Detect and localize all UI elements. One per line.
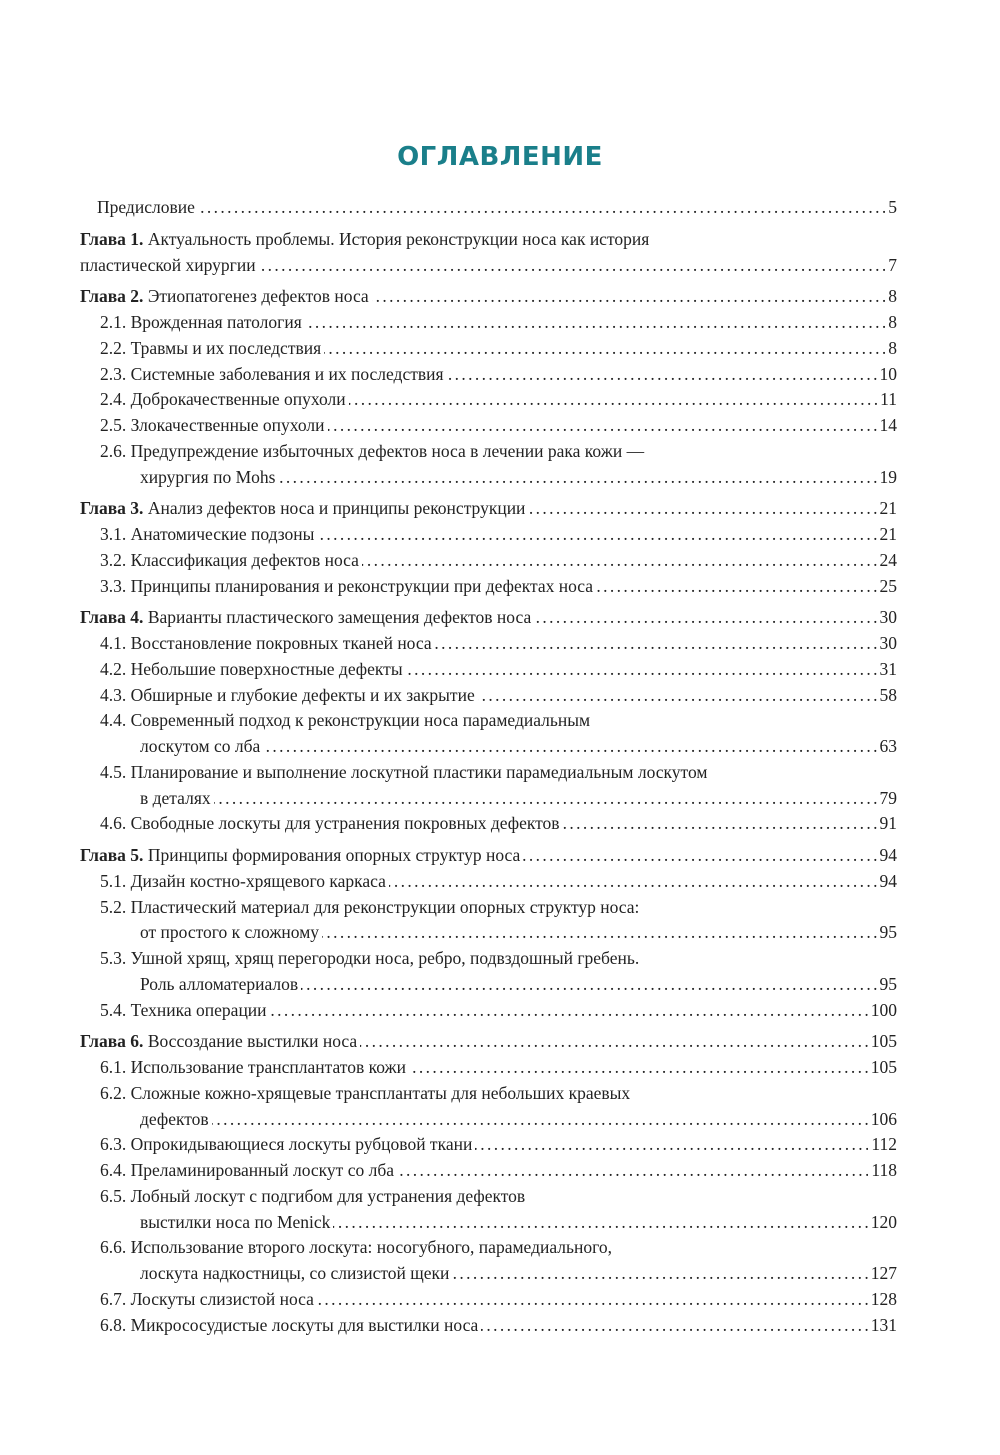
page-number: 58 [879,684,897,705]
toc-line [80,811,897,837]
entry-title [100,683,475,709]
entry-title-text: 4.6. Свободные лоскуты для устранения покровных дефектов [100,813,560,834]
entry-title-text: выстилки носа по Menick [140,1211,331,1232]
entry-title [100,895,639,921]
toc-entry[interactable] [80,1313,897,1339]
dot-leader [478,683,877,709]
toc-line [80,1313,897,1339]
toc-entry[interactable] [80,284,897,310]
dot-leader [372,284,886,310]
dot-leader [349,387,878,413]
dot-leader [333,1210,867,1236]
page-number: 95 [879,973,897,994]
page-number: 11 [880,389,897,410]
entry-title-text: Этиопатогенез дефектов носа [147,286,369,307]
toc-entry[interactable] [80,1081,897,1133]
toc-line [80,310,897,336]
dot-leader [360,1029,868,1055]
entry-title-text: 3.1. Анатомические подзоны [100,524,315,544]
dot-leader [305,310,886,336]
chapter-label: Глава 1. [80,228,144,249]
toc-line [80,1184,897,1210]
entry-title [100,708,590,734]
page-number: 128 [870,1288,897,1309]
entry-title [100,811,560,837]
toc-entry[interactable] [80,1184,897,1236]
toc-line [80,972,897,998]
toc-entry[interactable] [80,574,897,600]
toc-line [80,548,897,574]
chapter-label: Глава 2. [80,286,144,307]
page-number: 105 [870,1057,897,1077]
toc-entry[interactable] [80,1158,897,1184]
entry-title-text: 4.1. Восстановление покровных тканей носа [100,633,432,653]
toc-line [80,1210,897,1236]
dot-leader [328,413,877,439]
entry-title-text: Воссоздание выстилки носа [147,1031,358,1052]
entry-title-text: 6.1. Использование трансплантатов кожи [100,1057,406,1077]
entry-title-text: 6.4. Преламинированный лоскут со лба [100,1160,394,1180]
page-number: 7 [888,254,897,275]
toc-line [80,843,897,869]
entry-title [100,1081,630,1107]
entry-title-text: 2.5. Злокачественные опухоли [100,415,325,435]
toc-entry[interactable] [80,439,897,491]
toc-entry[interactable] [80,548,897,574]
entry-title [140,972,298,998]
toc-line [80,1287,897,1313]
entry-title-text: 2.2. Травмы и их последствия [100,337,322,358]
entry-title [100,1158,394,1184]
toc-entry[interactable] [80,195,897,221]
entry-title [100,1313,478,1339]
entry-title-text: 6.2. Сложные кожно-хрящевые трансплантаты для небольших краевых [100,1082,631,1103]
dot-leader [317,1287,868,1313]
entry-title-text: 6.3. Опрокидывающиеся лоскуты рубцовой ткани [100,1134,473,1155]
toc-line [80,1261,897,1287]
page-number: 100 [870,999,897,1020]
dot-leader [596,574,876,600]
entry-title [100,439,644,465]
toc-entry[interactable] [80,1287,897,1313]
toc-group [80,496,897,599]
entry-title [80,227,649,253]
entry-title-text: Роль алломатериалов [140,973,299,994]
entry-title [140,1210,330,1236]
entry-title [100,362,444,388]
toc-line [80,786,897,812]
toc-entry[interactable] [80,1132,897,1158]
entry-title [100,760,707,786]
toc-line [80,1158,897,1184]
toc-line [80,284,897,310]
toc-entry[interactable] [80,310,897,336]
toc-line [80,946,897,972]
toc-line [80,734,897,760]
page-number: 8 [888,337,897,358]
entry-title [100,631,432,657]
toc-line [80,413,897,439]
toc-line [80,1107,897,1133]
toc-group [80,284,897,490]
entry-title [100,310,302,336]
dot-leader [389,869,877,895]
chapter-label: Глава 3. [80,498,144,519]
toc-line [80,1055,897,1081]
page-number: 120 [870,1211,897,1232]
toc-line [80,998,897,1024]
dot-leader [481,1313,867,1339]
page-number: 25 [879,575,897,596]
dot-leader [528,496,876,522]
dot-leader [452,1261,867,1287]
entry-title-text: 6.5. Лобный лоскут с подгибом для устранения дефектов [100,1185,526,1206]
toc-line [80,336,897,362]
page-number: 131 [870,1314,897,1335]
dot-leader [563,811,877,837]
toc-entry[interactable] [80,869,897,895]
entry-title-text: лоскутом со лба [140,736,261,756]
toc-entry[interactable] [80,760,897,812]
dot-leader [278,465,876,491]
dot-leader [362,548,877,574]
toc-entry[interactable] [80,387,897,413]
toc-line [80,362,897,388]
dot-leader [322,920,876,946]
page-title: ОГЛАВЛЕНИЕ [397,142,603,172]
toc-entry[interactable] [80,1235,897,1287]
dot-leader [324,336,885,362]
page-number: 8 [888,286,897,307]
entry-title [140,920,319,946]
dot-leader [214,786,877,812]
toc-entry[interactable] [80,413,897,439]
entry-title-text: 5.1. Дизайн костно-хрящевого каркаса [100,870,386,891]
toc-line [80,387,897,413]
toc-group [80,1029,897,1338]
toc-line [80,869,897,895]
toc-line [80,227,897,253]
toc-entry[interactable] [80,522,897,548]
toc-line [80,195,897,221]
page-number: 63 [879,736,897,756]
entry-title-text: 5.2. Пластический материал для реконструкции опорных структур носа: [100,896,640,917]
entry-title [100,574,593,600]
toc-entry[interactable] [80,708,897,760]
entry-title [140,465,275,491]
chapter-label: Глава 6. [80,1031,144,1052]
entry-title-text: хирургия по Mohs [140,466,276,487]
page-number: 30 [879,607,897,628]
entry-title-text: 6.6. Использование второго лоскута: носогубного, парамедиального, [100,1237,612,1258]
toc-line [80,574,897,600]
dot-leader [212,1107,868,1133]
toc-entry[interactable] [80,227,897,279]
entry-title [100,657,403,683]
dot-leader [406,657,877,683]
toc-line [80,465,897,491]
entry-title-text: 5.3. Ушной хрящ, хрящ перегородки носа, ребро, подвздошный гребень. [100,948,640,968]
entry-title-text: 2.6. Предупреждение избыточных дефектов носа в лечении рака кожи — [100,440,645,461]
toc-entry[interactable] [80,683,897,709]
toc-line [80,657,897,683]
page-number: 30 [879,633,897,653]
toc-line [80,522,897,548]
entry-title-text: 4.3. Обширные и глубокие дефекты и их закрытие [100,684,475,705]
entry-title-text: дефектов [140,1108,209,1129]
dot-leader [435,631,877,657]
entry-title [100,1132,472,1158]
entry-title [100,522,314,548]
page-number: 21 [879,498,897,519]
entry-title [140,786,211,812]
toc-entry[interactable] [80,1029,897,1055]
dot-leader [397,1158,868,1184]
chapter-label: Глава 5. [80,845,144,865]
page-number: 91 [879,813,897,834]
entry-title [80,496,525,522]
toc-line [80,1132,897,1158]
entry-title-text: 2.1. Врожденная патология [100,312,302,332]
dot-leader [259,253,886,279]
toc-entry[interactable] [80,843,897,869]
toc-group [80,605,897,837]
entry-title-text: 6.8. Микрососудистые лоскуты для выстилки носа [100,1314,479,1335]
toc-entry[interactable] [80,605,897,631]
entry-title-text: 2.4. Доброкачественные опухоли [100,389,346,410]
toc-line [80,253,897,279]
page-number: 79 [879,787,897,808]
page-number: 8 [888,312,897,332]
entry-title [100,1235,612,1261]
dot-leader [198,195,885,221]
page-number: 106 [870,1108,897,1129]
entry-title [80,253,256,279]
entry-title-text: Принципы формирования опорных структур носа [147,845,521,865]
toc-line [80,895,897,921]
toc-entry[interactable] [80,811,897,837]
entry-title [97,195,195,221]
page-number: 94 [879,845,897,865]
entry-title [80,605,531,631]
dot-leader [447,362,877,388]
entry-title [100,1055,406,1081]
toc-line [80,439,897,465]
entry-title [100,998,267,1024]
toc-entry[interactable] [80,998,897,1024]
page-number: 127 [870,1263,897,1283]
entry-title [80,284,369,310]
toc-line [80,1081,897,1107]
entry-title-text: 4.2. Небольшие поверхностные дефекты [100,658,403,679]
toc-line [80,760,897,786]
toc-entry[interactable] [80,496,897,522]
entry-title [80,843,520,869]
entry-title [100,946,639,972]
entry-title-text: пластической хирургии [80,254,256,275]
toc-line [80,631,897,657]
page-number: 105 [870,1031,897,1052]
table-of-contents [80,195,897,1344]
entry-title-text: 5.4. Техника операции [100,999,267,1020]
entry-title [140,734,260,760]
page-number: 118 [871,1160,897,1180]
dot-leader [409,1055,868,1081]
toc-entry[interactable] [80,657,897,683]
entry-title [100,1184,525,1210]
page-number: 21 [879,524,897,544]
toc-group [80,227,897,279]
toc-line [80,708,897,734]
page-number: 19 [879,466,897,487]
toc-entry[interactable] [80,946,897,998]
toc-line [80,496,897,522]
toc-group [80,195,897,221]
page-number: 24 [879,549,897,570]
entry-title-text: Анализ дефектов носа и принципы реконструкции [147,498,526,519]
page-number: 10 [879,363,897,384]
entry-title [100,413,325,439]
entry-title-text: Варианты пластического замещения дефектов носа [147,607,532,628]
entry-title-text: 4.5. Планирование и выполнение лоскутной пластики парамедиальным лоскутом [100,761,708,782]
entry-title [140,1261,449,1287]
entry-title-text: Актуальность проблемы. История реконструкции носа как история [147,228,650,249]
toc-line [80,1235,897,1261]
dot-leader [301,972,876,998]
page-number: 94 [879,870,897,891]
page-number: 95 [879,922,897,943]
dot-leader [263,734,876,760]
page-number: 112 [871,1134,897,1155]
entry-title-text: в деталях [140,787,211,808]
dot-leader [270,998,868,1024]
entry-title-text: от простого к сложному [140,922,320,943]
toc-entry[interactable] [80,1055,897,1081]
entry-title-text: 6.7. Лоскуты слизистой носа [100,1288,314,1309]
page-number: 5 [888,197,897,217]
toc-line [80,605,897,631]
dot-leader [475,1132,868,1158]
entry-title-text: 2.3. Системные заболевания и их последствия [100,363,444,384]
entry-title-text: лоскута надкостницы, со слизистой щеки [140,1263,450,1283]
entry-title [100,1287,314,1313]
entry-title-text: 3.2. Классификация дефектов носа [100,549,359,570]
entry-title [100,387,346,413]
toc-entry[interactable] [80,895,897,947]
entry-title-text: Предисловие [97,197,195,217]
toc-entry[interactable] [80,631,897,657]
entry-title [100,548,359,574]
entry-title [100,869,386,895]
entry-title [140,1107,209,1133]
dot-leader [317,522,876,548]
toc-entry[interactable] [80,362,897,388]
entry-title-text: 4.4. Современный подход к реконструкции носа парамедиальным [100,710,591,731]
entry-title-text: 3.3. Принципы планирования и реконструкции при дефектах носа [100,575,594,596]
entry-title [80,1029,357,1055]
toc-line [80,683,897,709]
page-number: 14 [879,415,897,435]
dot-leader [523,843,876,869]
page-number: 31 [879,658,897,679]
chapter-label: Глава 4. [80,607,144,628]
toc-entry[interactable] [80,336,897,362]
toc-line [80,1029,897,1055]
toc-line [80,920,897,946]
toc-group [80,843,897,1023]
dot-leader [534,605,876,631]
entry-title [100,336,321,362]
